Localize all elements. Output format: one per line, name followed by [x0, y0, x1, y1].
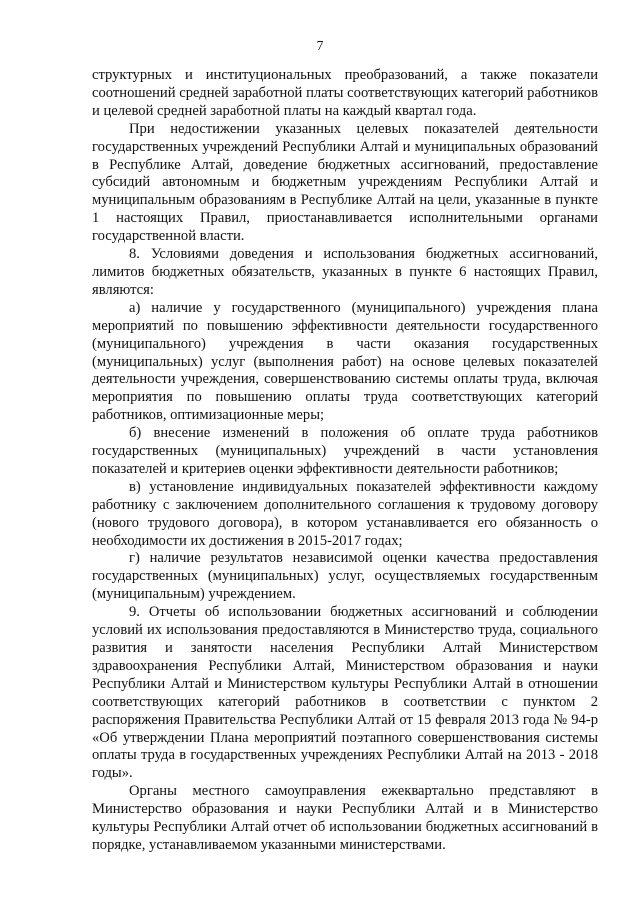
paragraph-item-8g: г) наличие результатов независимой оценки качества предоставления государственных (муниципальных) услуг, осуществляемых государственным (муниципальным) учреждением. [92, 550, 598, 603]
paragraph-item-8a: а) наличие у государственного (муниципального) учреждения плана мероприятий по повышению эффективности деятельности государственного (муниципального) учреждения в части оказания государственных (муниципальных) услуг (выполнения работ) на основе целевых показателей деятельности учреждения, совершенствованию системы оплаты труда, включая мероприятия по повышению оплаты труда соответствующих категорий работников, оптимизационные меры; [92, 299, 598, 424]
paragraph-non-achievement: При недостижении указанных целевых показателей деятельности государственных учреждений Республики Алтай и муниципальных образований в Республике Алтай, доведение бюджетных ассигнований, предоставление субсидий автономным и бюджетным учреждениям Республики Алтай и муниципальным образованиям в Республике Алтай на цели, указанные в пункте 1 настоящих Правил, приостанавливается исполнительными органами государственной власти. [92, 120, 598, 245]
paragraph-item-8b: б) внесение изменений в положения об оплате труда работников государственных (муниципальных) учреждений в части установления показателей и критериев оценки эффективности деятельности работников; [92, 425, 598, 477]
paragraph-item-8v: в) установление индивидуальных показателей эффективности каждому работнику с заключением дополнительного соглашения к трудовому договору (нового трудового договора), в котором устанавливается его обязанность о необходимости их достижения в 2015-2017 годах; [92, 478, 598, 549]
paragraph-local-reporting: Органы местного самоуправления ежеквартально представляют в Министерство образования и науки Республики Алтай и в Министерство культуры Республики Алтай отчет об использовании бюджетных ассигнований в порядке, устанавливаемом указанными министерствами. [92, 783, 598, 853]
paragraph-continuation: структурных и институциональных преобразований, а также показатели соотношений средней заработной платы соответствующих категорий работников и целевой средней заработной платы на каждый квартал года. [92, 67, 598, 119]
paragraph-item-9: 9. Отчеты об использовании бюджетных ассигнований и соблюдении условий их использования предоставляются в Министерство труда, социального развития и занятости населения Республики Алтай Министерством здравоохранения Республики Алтай, Министерством образования и науки Республики Алтай и Министерством культуры Республики Алтай в отношении соответствующих категорий работников в соответствии с пунктом 2 распоряжения Правительства Республики Алтай от 15 февраля 2013 года № 94-р «Об утверждении Плана мероприятий поэтапного совершенствования системы оплаты труда в государственных учреждениях Республики Алтай на 2013 - 2018 годы». [92, 604, 598, 782]
page-number: 7 [316, 38, 324, 53]
paragraph-item-8: 8. Условиями доведения и использования бюджетных ассигнований, лимитов бюджетных обязательств, указанных в пункте 6 настоящих Правил, являются: [92, 246, 598, 298]
document-body [92, 67, 598, 855]
